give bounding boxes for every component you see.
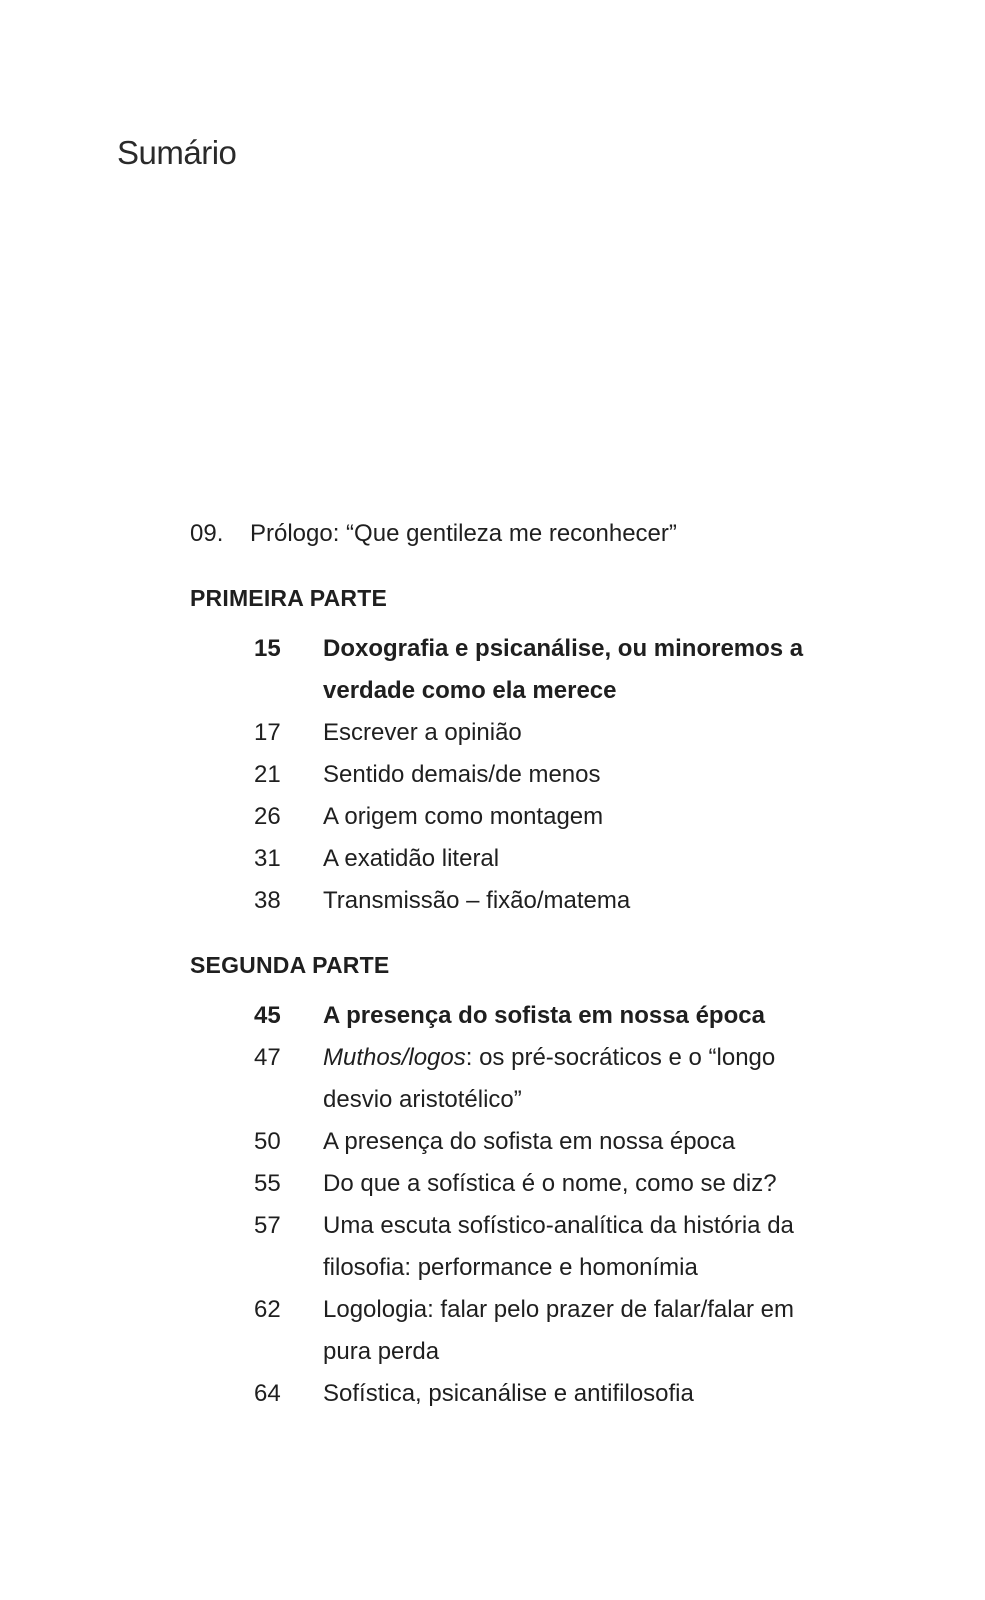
toc-page-number: 62 xyxy=(254,1296,281,1323)
toc-entry-title: A presença do sofista em nossa época xyxy=(323,1002,765,1029)
toc-entry-title-italic: Muthos/logos xyxy=(323,1044,466,1071)
toc-entry-title: Logologia: falar pelo prazer de falar/falar em pura perda xyxy=(323,1296,794,1365)
toc-list-primeira-parte xyxy=(254,628,894,922)
toc-page-number: 21 xyxy=(254,761,281,788)
toc-entry-title: Do que a sofística é o nome, como se diz? xyxy=(323,1170,777,1197)
toc-page-number: 55 xyxy=(254,1170,281,1197)
toc-list-segunda-parte xyxy=(254,995,894,1415)
toc-entry xyxy=(254,1037,894,1121)
toc-entry-title: A origem como montagem xyxy=(323,803,604,830)
toc-entry-title-rest: : os pré-socráticos e o “longo desvio aristotélico” xyxy=(323,1044,776,1113)
toc-page-number: 15 xyxy=(254,635,281,662)
prologue-page-number: 09. xyxy=(190,520,224,547)
toc-entry xyxy=(254,754,894,796)
toc-entry-title: Uma escuta sofístico-analítica da história da filosofia: performance e homonímia xyxy=(323,1212,794,1281)
toc-page-number: 50 xyxy=(254,1128,281,1155)
toc-page-number: 57 xyxy=(254,1212,281,1239)
toc-entry-title: Transmissão – fixão/matema xyxy=(323,887,631,914)
toc-entry-title: Sofística, psicanálise e antifilosofia xyxy=(323,1380,694,1407)
part-heading-segunda: SEGUNDA PARTE xyxy=(190,952,390,978)
toc-page-number: 31 xyxy=(254,845,281,872)
toc-entry xyxy=(254,1289,894,1373)
page-title: Sumário xyxy=(117,134,237,171)
toc-page-number: 17 xyxy=(254,719,281,746)
toc-entry-title: Escrever a opinião xyxy=(323,719,522,746)
toc-page-number: 45 xyxy=(254,1002,281,1029)
toc-entry-title: Doxografia e psicanálise, ou minoremos a verdade como ela merece xyxy=(323,635,804,704)
toc-entry xyxy=(254,995,894,1037)
toc-entry xyxy=(254,1163,894,1205)
toc-page-number: 38 xyxy=(254,887,281,914)
toc-entry-title xyxy=(323,1037,843,1121)
toc-entry xyxy=(254,1373,894,1415)
toc-entry xyxy=(254,1205,894,1289)
toc-entry xyxy=(254,712,894,754)
prologue-title: Prólogo: “Que gentileza me reconhecer” xyxy=(250,520,677,547)
part-heading-primeira: PRIMEIRA PARTE xyxy=(190,585,388,611)
toc-entry xyxy=(254,1121,894,1163)
toc-entry xyxy=(254,838,894,880)
toc-page-number: 47 xyxy=(254,1044,281,1071)
toc-entry-title: A exatidão literal xyxy=(323,845,500,872)
toc-entry xyxy=(254,880,894,922)
toc-entry-title: A presença do sofista em nossa época xyxy=(323,1128,736,1155)
toc-entry xyxy=(254,796,894,838)
toc-page-number: 26 xyxy=(254,803,281,830)
toc-entry xyxy=(254,628,894,712)
toc-entry-title: Sentido demais/de menos xyxy=(323,761,601,788)
toc-page-number: 64 xyxy=(254,1380,281,1407)
prologue-entry xyxy=(190,520,677,548)
